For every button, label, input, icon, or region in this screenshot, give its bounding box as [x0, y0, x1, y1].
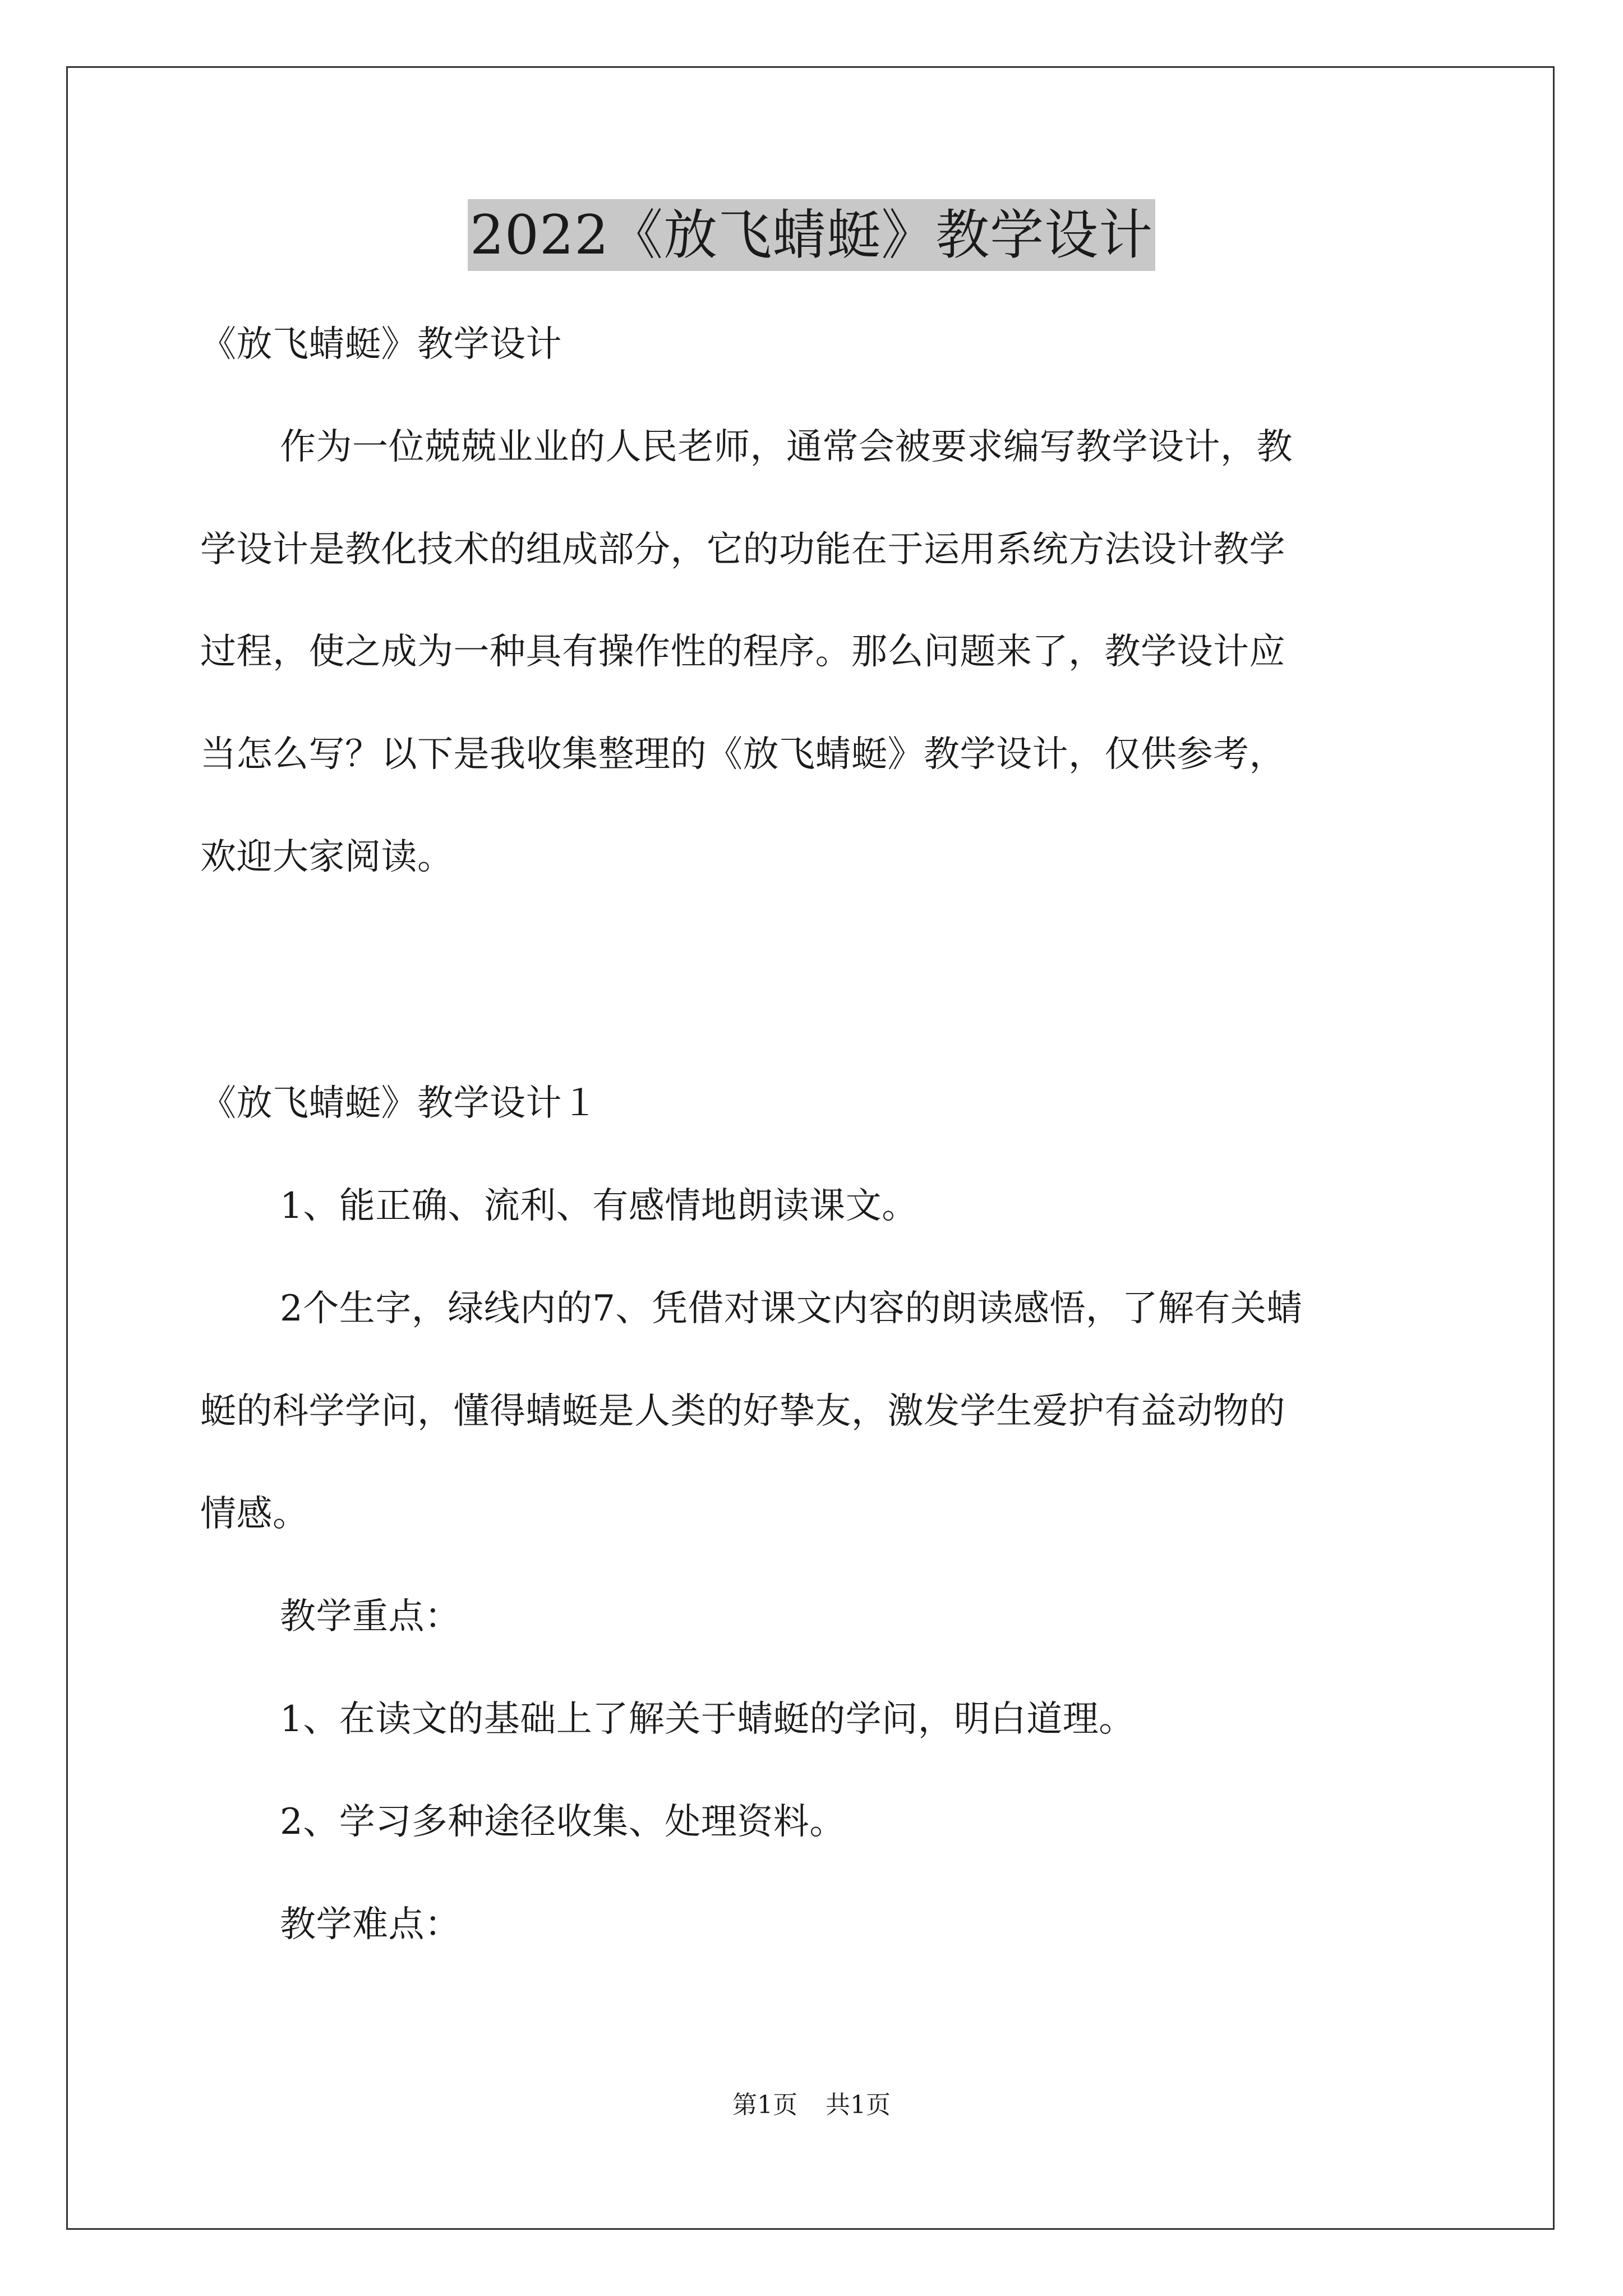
difficulty-heading: 教学难点：	[280, 1904, 461, 1945]
goal-line: 2个生字，绿线内的7、凭借对课文内容的朗读感悟，了解有关蜻	[280, 1288, 1303, 1329]
page-footer	[0, 2088, 1623, 2122]
title-container	[0, 199, 1623, 271]
intro-line: 过程，使之成为一种具有操作性的程序。那么问题来了，教学设计应	[200, 631, 1285, 673]
goal-item: 1、能正确、流利、有感情地朗读课文。	[280, 1185, 918, 1227]
intro-line: 当怎么写？以下是我收集整理的《放飞蜻蜓》教学设计，仅供参考，	[200, 734, 1285, 775]
intro-line: 学设计是教化技术的组成部分，它的功能在于运用系统方法设计教学	[200, 529, 1285, 570]
intro-line: 作为一位兢兢业业的人民老师，通常会被要求编写教学设计，教	[280, 426, 1293, 468]
page-number: 第1页	[732, 2091, 797, 2119]
intro-line: 欢迎大家阅读。	[200, 836, 454, 878]
document-title: 2022《放飞蜻蜓》教学设计	[468, 199, 1155, 271]
goal-line: 情感。	[200, 1493, 309, 1535]
page-total: 共1页	[826, 2091, 891, 2119]
section-heading: 《放飞蜻蜓》教学设计１	[200, 1083, 598, 1124]
focus-item: 2、学习多种途径收集、处理资料。	[280, 1801, 846, 1843]
document-subtitle: 《放飞蜻蜓》教学设计	[200, 324, 562, 365]
focus-heading: 教学重点：	[280, 1596, 461, 1637]
goal-line: 蜓的科学学问，懂得蜻蜓是人类的好挚友，激发学生爱护有益动物的	[200, 1391, 1285, 1432]
focus-item: 1、在读文的基础上了解关于蜻蜓的学问，明白道理。	[280, 1699, 1135, 1740]
